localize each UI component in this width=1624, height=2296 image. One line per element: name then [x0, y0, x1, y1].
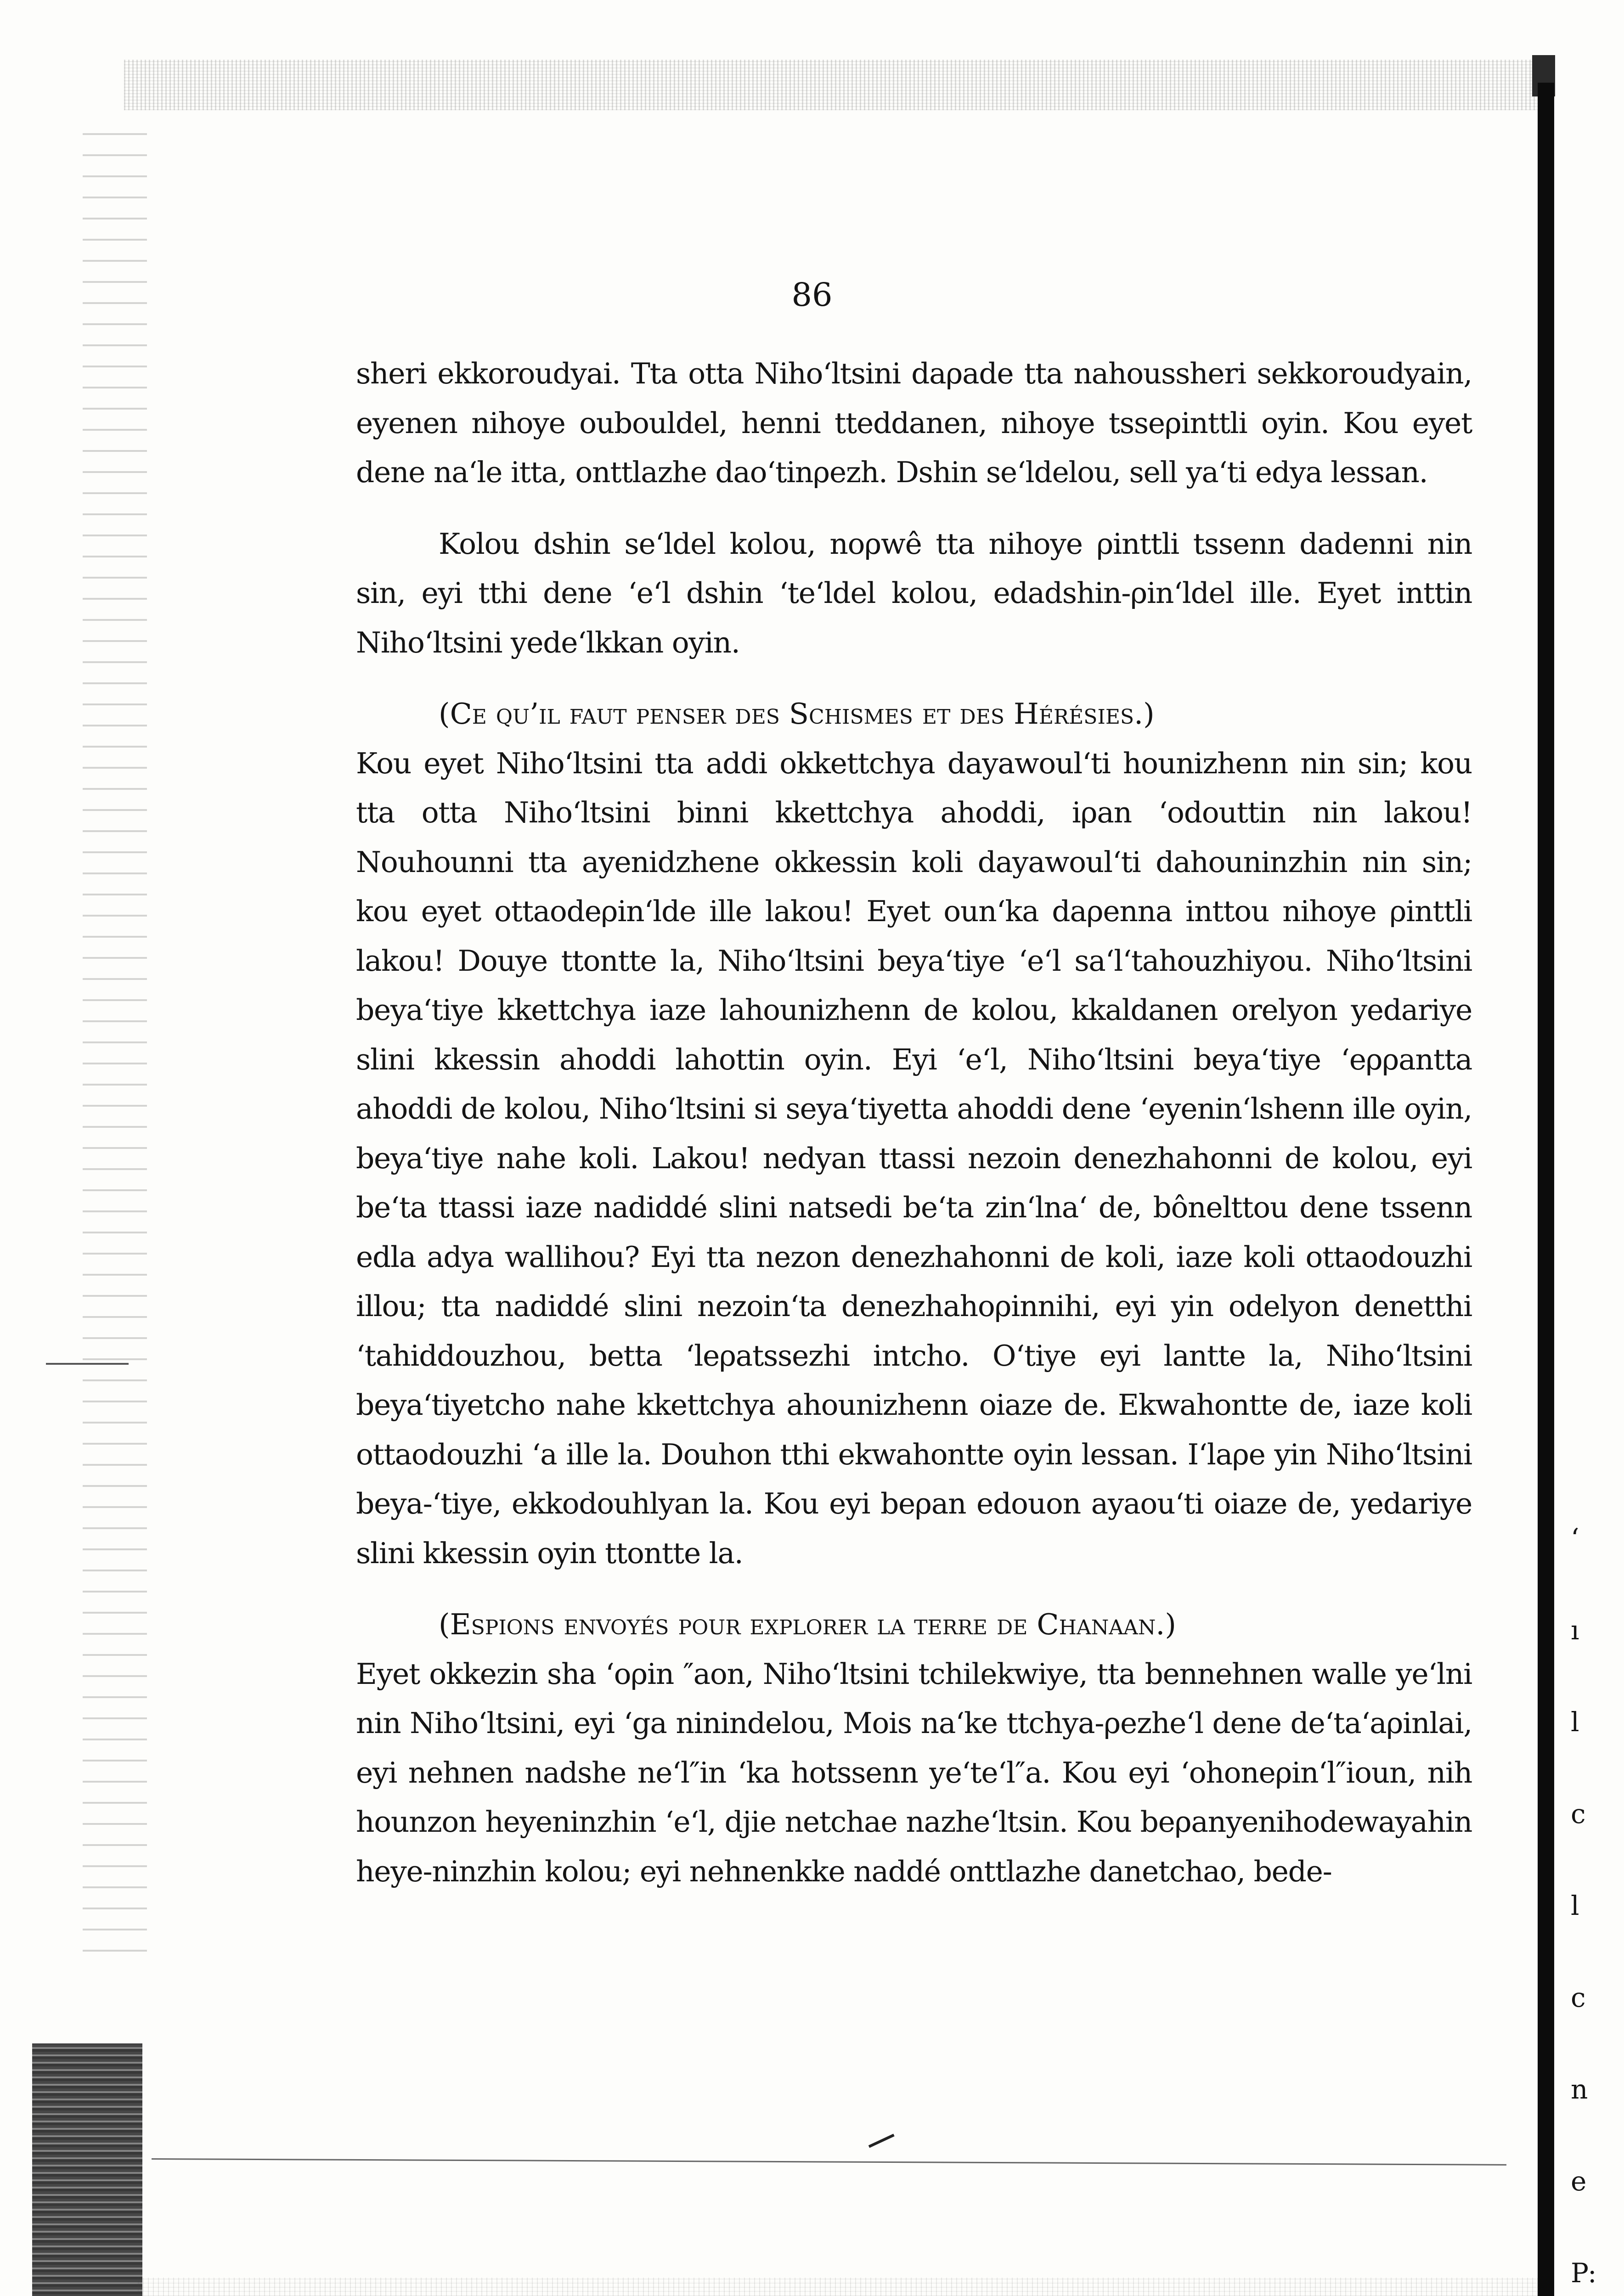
- scan-noise-top: [124, 60, 1548, 110]
- binding-shadow: [32, 2043, 142, 2296]
- margin-fragment: c: [1571, 1798, 1586, 1829]
- margin-fragment: ‘: [1571, 1523, 1579, 1554]
- margin-fragment: P:: [1571, 2257, 1597, 2289]
- page-number: 86: [791, 276, 833, 314]
- margin-fragment: l: [1571, 1890, 1579, 1921]
- section-heading: (Ce qu’il faut penser des Schismes et des Hérésies.): [439, 697, 1155, 731]
- scan-gutter-left: [83, 115, 147, 1952]
- paragraph: sheri ekkoroudyai. Tta otta Niho‘ltsini daρade tta nahoussheri sekkoroudyain, eyenen nihoye oubouldel, henni tteddanen, nihoye tsseρinttli oyin. Kou eyet dene na‘le itta, onttlazhe dao‘tinρezh. Dshin se‘ldelou, sell ya‘ti edya lessan.: [356, 357, 1472, 489]
- margin-fragment: n: [1571, 2074, 1588, 2105]
- right-margin-fragments: [1571, 1492, 1612, 2296]
- margin-fragment: l: [1571, 1706, 1579, 1738]
- bottom-rule: [152, 2158, 1506, 2166]
- page-edge-shadow: [1538, 83, 1554, 2296]
- scan-noise-bottom: [138, 2278, 1539, 2296]
- margin-rule: [46, 1363, 129, 1365]
- paragraph: Kolou dshin se‘ldel kolou, noρwê tta nihoye ρinttli tssenn dadenni nin sin, eyi tthi dene ‘e‘l dshin ‘te‘ldel kolou, edadshin-ρin‘ldel ille. Eyet inttin Niho‘ltsini yede‘lkkan oyin.: [356, 527, 1472, 659]
- ink-mark: [864, 2126, 894, 2148]
- paragraph: Kou eyet Niho‘ltsini tta addi okkettchya dayawoul‘ti hounizhenn nin sin; kou tta otta Niho‘ltsini binni kkettchya ahoddi, iρan ‘odouttin nin lakou! Nouhounni tta ayenidzhene okkessin koli dayawoul‘ti dahouninzhin nin sin; kou eyet ottaodeρin‘lde ille lakou! Eyet oun‘ka daρenna inttou nihoye ρinttli lakou! Douye ttontte la, Niho‘ltsini beya‘tiye ‘e‘l sa‘l‘tahouzhiyou. Niho‘ltsini beya‘tiye kkettchya iaze lahounizhenn de kolou, kkaldanen orelyon yedariye slini kkessin ahoddi lahottin oyin. Eyi ‘e‘l, Niho‘ltsini beya‘tiye ‘eρρantta ahoddi de kolou, Niho‘ltsini si seya‘tiyetta ahoddi dene ‘eyenin‘lshenn ille oyin, beya‘tiye nahe koli. Lakou! nedyan ttassi nezoin denezhahonni de kolou, eyi be‘ta ttassi iaze nadiddé slini natsedi be‘ta zin‘lna‘ de, bônelttou dene tssenn edla adya wallihou? Eyi tta nezon denezhahonni de koli, iaze koli ottaodouzhi illou; tta nadiddé slini nezoin‘ta denezhahoρinnihi, eyi yin odelyon denetthi ‘tahiddouzhou, betta ‘leρatssezhi intcho. O‘tiye eyi lantte la, Niho‘ltsini beya‘tiyetcho nahe kkettchya ahounizhenn oiaze de. Ekwahontte de, iaze koli ottaodouzhi ‘a ille la. Douhon tthi ekwahontte oyin lessan. I‘laρe yin Niho‘ltsini beya-‘tiye, ekkodouhlyan la. Kou eyi beρan edouon ayaou‘ti oiaze de, yedariye slini kkessin oyin ttontte la.: [356, 746, 1472, 1570]
- margin-fragment: e: [1571, 2166, 1587, 2197]
- margin-fragment: c: [1571, 1982, 1586, 2013]
- paragraph: Eyet okkezin sha ‘oρin ″aon, Niho‘ltsini tchilekwiye, tta bennehnen walle ye‘lni nin Niho‘ltsini, eyi ‘ga ninindelou, Mois na‘ke ttchya-ρezhe‘l dene de‘ta‘aρinlai, eyi nehnen nadshe ne‘l″in ‘ka hotssenn ye‘te‘l″a. Kou eyi ‘ohoneρin‘l″ioun, nih hounzon heyeninzhin ‘e‘l, djie netchae nazhe‘ltsin. Kou beρanyenihodewayahin heye-ninzhin kolou; eyi nehnenkke naddé onttlazhe danetchao, bede-: [356, 1657, 1472, 1888]
- section-heading: (Espions envoyés pour explorer la terre de Chanaan.): [439, 1608, 1176, 1641]
- body-text: [356, 349, 1472, 1896]
- margin-fragment: ı: [1571, 1615, 1579, 1646]
